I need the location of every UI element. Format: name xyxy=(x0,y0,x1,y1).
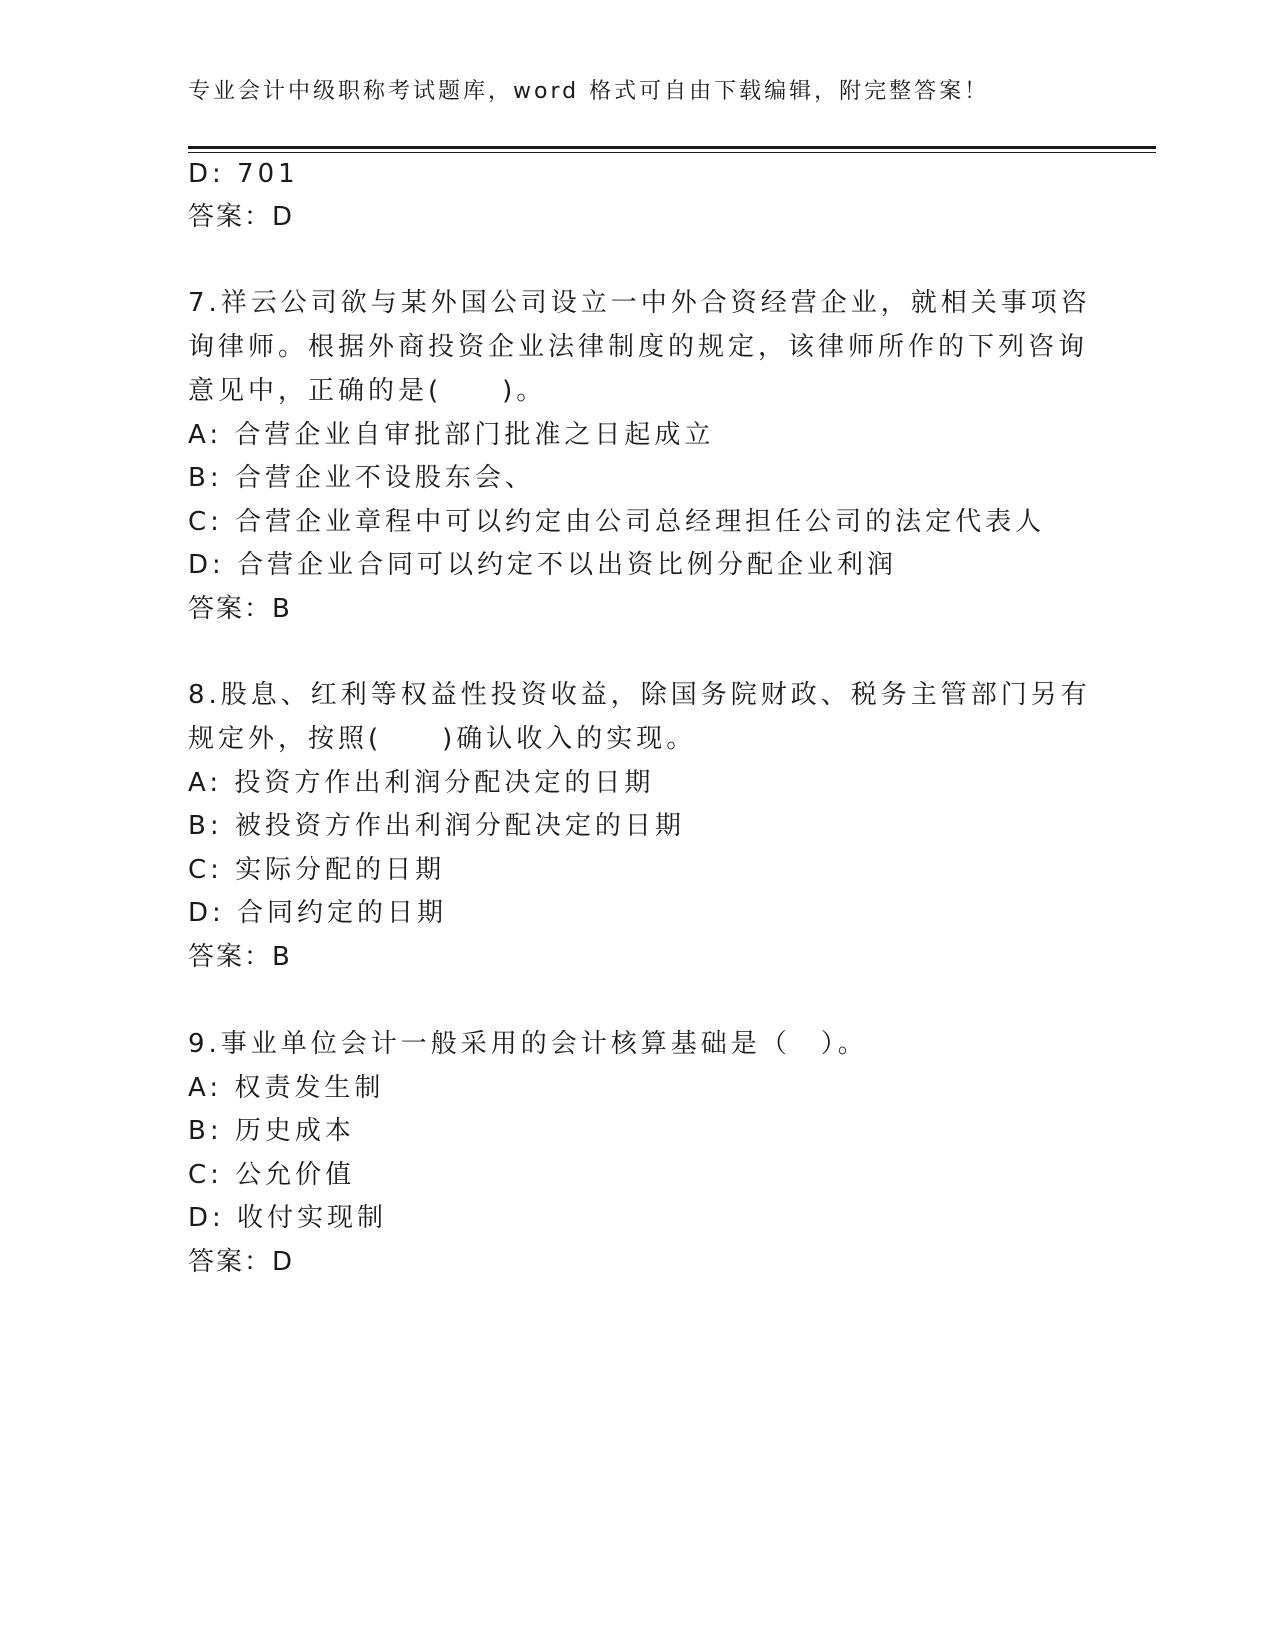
q7-answer: 答案：B xyxy=(188,594,292,624)
q8-stem-line-2: 规定外，按照( )确认收入的实现。 xyxy=(188,724,697,754)
q9-option-a: A: 权责发生制 xyxy=(188,1073,385,1103)
prev-answer: 答案：D xyxy=(188,202,295,232)
q7-stem-line-3: 意见中，正确的是( )。 xyxy=(188,376,547,406)
page-header: 专业会计中级职称考试题库，word 格式可自由下载编辑，附完整答案！ xyxy=(188,79,990,104)
q7-option-d: D: 合营企业合同可以约定不以出资比例分配企业利润 xyxy=(188,550,898,580)
q9-option-d: D: 收付实现制 xyxy=(188,1203,388,1233)
q7-option-a: A: 合营企业自审批部门批准之日起成立 xyxy=(188,420,715,450)
q9-option-c: C: 公允价值 xyxy=(188,1160,356,1190)
header-rule-thin xyxy=(188,152,1156,153)
q8-stem-line-1: 8.股息、红利等权益性投资收益，除国务院财政、税务主管部门另有 xyxy=(188,680,1091,710)
q8-answer: 答案：B xyxy=(188,942,292,972)
q7-option-b: B: 合营企业不设股东会、 xyxy=(188,463,535,493)
header-rule-thick xyxy=(188,146,1156,149)
q9-option-b: B: 历史成本 xyxy=(188,1116,355,1146)
q9-answer: 答案：D xyxy=(188,1247,295,1277)
prev-option-d: D: 701 xyxy=(188,159,299,189)
q8-option-b: B: 被投资方作出利润分配决定的日期 xyxy=(188,811,685,841)
q7-stem-line-2: 询律师。根据外商投资企业法律制度的规定，该律师所作的下列咨询 xyxy=(188,332,1089,362)
q8-option-a: A: 投资方作出利润分配决定的日期 xyxy=(188,768,655,798)
q7-stem-line-1: 7.祥云公司欲与某外国公司设立一中外合资经营企业，就相关事项咨 xyxy=(188,288,1091,318)
q8-option-d: D: 合同约定的日期 xyxy=(188,898,448,928)
q7-option-c: C: 合营企业章程中可以约定由公司总经理担任公司的法定代表人 xyxy=(188,507,1046,537)
q9-stem-line-1: 9.事业单位会计一般采用的会计核算基础是（ ）。 xyxy=(188,1029,868,1059)
q8-option-c: C: 实际分配的日期 xyxy=(188,855,446,885)
